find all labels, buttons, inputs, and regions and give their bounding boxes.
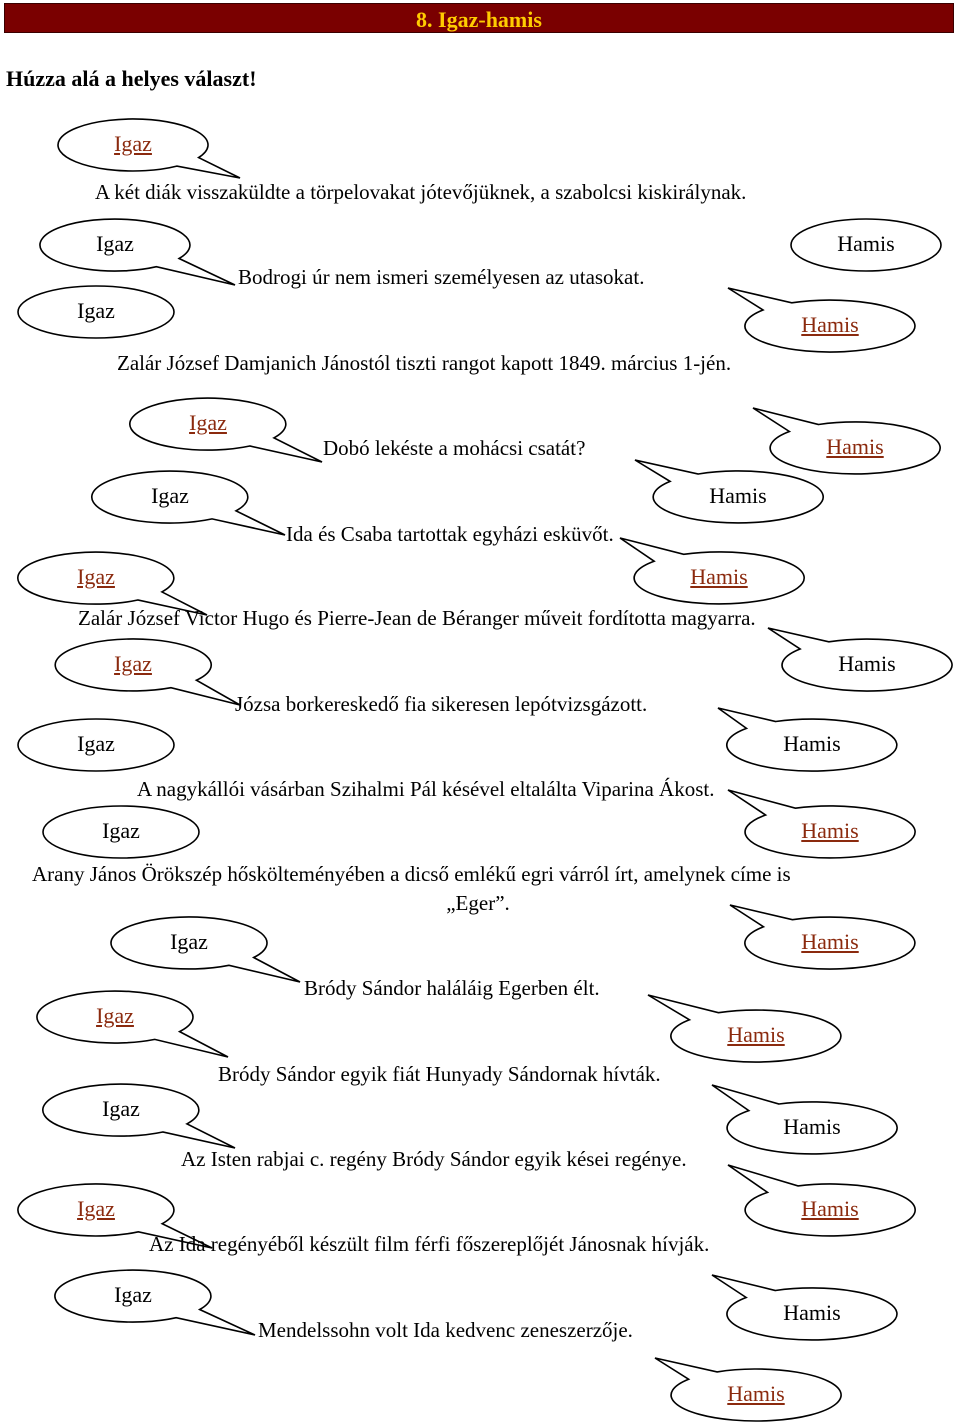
answer-hamis[interactable]: Hamis (801, 1196, 859, 1221)
answer-hamis[interactable]: Hamis (690, 564, 748, 589)
answer-igaz[interactable]: Igaz (102, 818, 140, 843)
statement-text: Zalár József Victor Hugo és Pierre-Jean de Béranger műveit fordította magyarra. (78, 606, 756, 630)
answer-hamis[interactable]: Hamis (727, 1022, 785, 1047)
statement-text: Bodrogi úr nem ismeri személyesen az utasokat. (238, 265, 645, 289)
answer-hamis[interactable]: Hamis (801, 818, 859, 843)
answer-igaz[interactable]: Igaz (114, 1282, 152, 1307)
answer-igaz[interactable]: Igaz (114, 131, 152, 156)
statement-text: A nagykállói vásárban Szihalmi Pál késével eltalálta Viparina Ákost. (137, 777, 715, 801)
statement-text: A két diák visszaküldte a törpelovakat jótevőjüknek, a szabolcsi kiskirálynak. (95, 180, 747, 204)
answer-igaz[interactable]: Igaz (114, 651, 152, 676)
answer-igaz[interactable]: Igaz (77, 1196, 115, 1221)
answer-igaz[interactable]: Igaz (96, 1003, 134, 1028)
answer-igaz[interactable]: Igaz (96, 231, 134, 256)
answer-hamis[interactable]: Hamis (801, 312, 859, 337)
statement-text: Bródy Sándor egyik fiát Hunyady Sándornak hívták. (218, 1062, 661, 1086)
page-title: 8. Igaz-hamis (416, 7, 542, 32)
answer-igaz[interactable]: Igaz (189, 410, 227, 435)
speech-bubble-igaz (55, 1270, 255, 1335)
statement-text: Az Isten rabjai c. regény Bródy Sándor egyik kései regénye. (181, 1147, 687, 1171)
statement-text: Az Ida regényéből készült film férfi főszereplőjét Jánosnak hívják. (149, 1232, 710, 1256)
answer-igaz[interactable]: Igaz (77, 731, 115, 756)
statement-text: Dobó lekéste a mohácsi csatát? (323, 436, 586, 460)
answer-igaz[interactable]: Igaz (102, 1096, 140, 1121)
statement-text: Arany János Örökszép hőskölteményében a dicső emlékű egri várról írt, amelynek címe is (32, 862, 791, 886)
answer-hamis[interactable]: Hamis (783, 1114, 841, 1139)
speech-bubble-igaz (40, 219, 235, 285)
instruction-text: Húzza alá a helyes választ! (6, 66, 257, 91)
answer-hamis[interactable]: Hamis (727, 1381, 785, 1406)
answer-hamis[interactable]: Hamis (837, 231, 895, 256)
statement-text: Zalár József Damjanich Jánostól tiszti rangot kapott 1849. március 1-jén. (117, 351, 732, 375)
answer-hamis[interactable]: Hamis (709, 483, 767, 508)
statement-text: Ida és Csaba tartottak egyházi esküvőt. (286, 522, 614, 546)
answer-hamis[interactable]: Hamis (801, 929, 859, 954)
answer-hamis[interactable]: Hamis (783, 731, 841, 756)
answer-igaz[interactable]: Igaz (77, 298, 115, 323)
answer-hamis[interactable]: Hamis (783, 1300, 841, 1325)
answer-igaz[interactable]: Igaz (170, 929, 208, 954)
statement-text: Bródy Sándor haláláig Egerben élt. (304, 976, 600, 1000)
answer-hamis[interactable]: Hamis (838, 651, 896, 676)
answer-hamis[interactable]: Hamis (826, 434, 884, 459)
answer-igaz[interactable]: Igaz (151, 483, 189, 508)
statement-text: Mendelssohn volt Ida kedvenc zeneszerzője. (258, 1318, 633, 1342)
statement-text: Józsa borkereskedő fia sikeresen lepótvizsgázott. (235, 692, 648, 716)
answer-igaz[interactable]: Igaz (77, 564, 115, 589)
statement-text: „Eger”. (446, 891, 510, 915)
